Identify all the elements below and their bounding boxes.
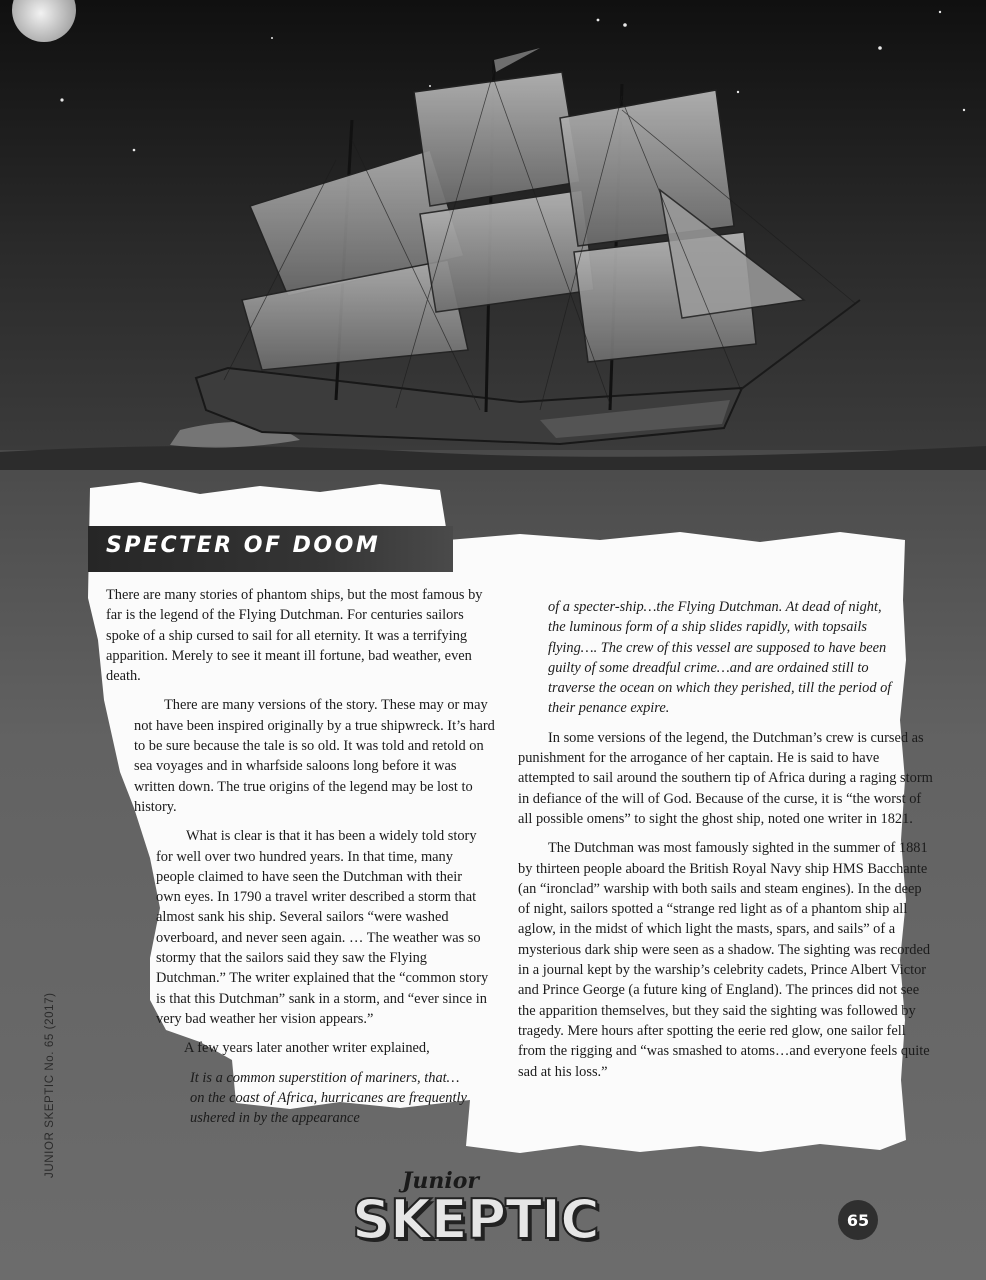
paragraph: In some versions of the legend, the Dutchman’s crew is cursed as punishment for the arrogance of her captain. He is said to have attempted to sail around the southern tip of Africa during a raging storm in defiance of the will of God. Because of the curse, it is “the worst of all possible omens” to sight the ghost ship, noted one writer in 1821. <box>518 729 933 827</box>
block-quote-start <box>106 1068 496 1129</box>
block-quote-end <box>518 597 936 719</box>
page-number: 65 <box>838 1200 878 1240</box>
paragraph: There are many versions of the story. These may or may not have been inspired originally by a true shipwreck. It’s hard to be sure because the tale is so old. It was told and retold on sea voyages and in wharfside saloons long before it was written down. The true origins of the legend may be lost to history. <box>134 697 495 815</box>
logo-large-text: SKEPTIC <box>352 1188 599 1251</box>
issue-label: JUNIOR SKEPTIC No. 65 (2017) <box>44 992 56 1178</box>
quote-text: It is a common superstition of mariners, that… on the coast of Africa, hurricanes are frequently ushered in by the appearance <box>190 1069 467 1127</box>
paragraph: A few years later another writer explained, <box>184 1040 430 1057</box>
paragraph: There are many stories of phantom ships, but the most famous by far is the legend of the Flying Dutchman. For centuries sailors spoke of a ship cursed to sail for all eternity. It was a terrifying apparition. Merely to see it meant ill fortune, bad weather, even death. <box>106 587 483 685</box>
paragraph: What is clear is that it has been a widely told story for well over two hundred years. In that time, many people claimed to have seen the Dutchman with their own eyes. In 1790 a travel writer described a storm that almost sank his ship. Several sailors “were washed overboard, and never seen again. … The weather was so stormy that the sailors said they saw the Flying Dutchman.” The writer explained that the “common story is that this Dutchman” sank in a storm, and “ever since in very bad weather her vision appears.” <box>156 828 489 1027</box>
logo-small-text: Junior <box>402 1168 480 1194</box>
quote-text: of a specter-ship…the Flying Dutchman. At dead of night, the luminous form of a ship slides rapidly, with topsails flying…. The crew of this vessel are supposed to have been guilty of some dreadful crime…and are ordained still to traverse the ocean on which they perished, till the period of their penance expire. <box>548 599 892 717</box>
article-title: SPECTER OF DOOM <box>106 533 381 558</box>
paragraph: The Dutchman was most famously sighted in the summer of 1881 by thirteen people aboard the British Royal Navy ship HMS Bacchante (an “ironclad” warship with both sails and steam engines). In the deep of night, sailors spotted a “strange red light as of a phantom ship all aglow, in the midst of which light the masts, spars, and sails” of a mysterious dark ship were seen as a shadow. The sighting was recorded in a journal kept by the warship’s celebrity cadets, Prince Albert Victor and Prince George (a future king of England). The princes did not see the apparition themselves, but they said the sighting was followed by tragedy. Mere hours after spotting the eerie red glow, one sailor fell from the rigging and “was smashed to atoms…and everyone feels quite sad at his loss.” <box>518 840 931 1080</box>
right-column <box>518 597 936 1082</box>
left-column <box>106 585 496 1128</box>
